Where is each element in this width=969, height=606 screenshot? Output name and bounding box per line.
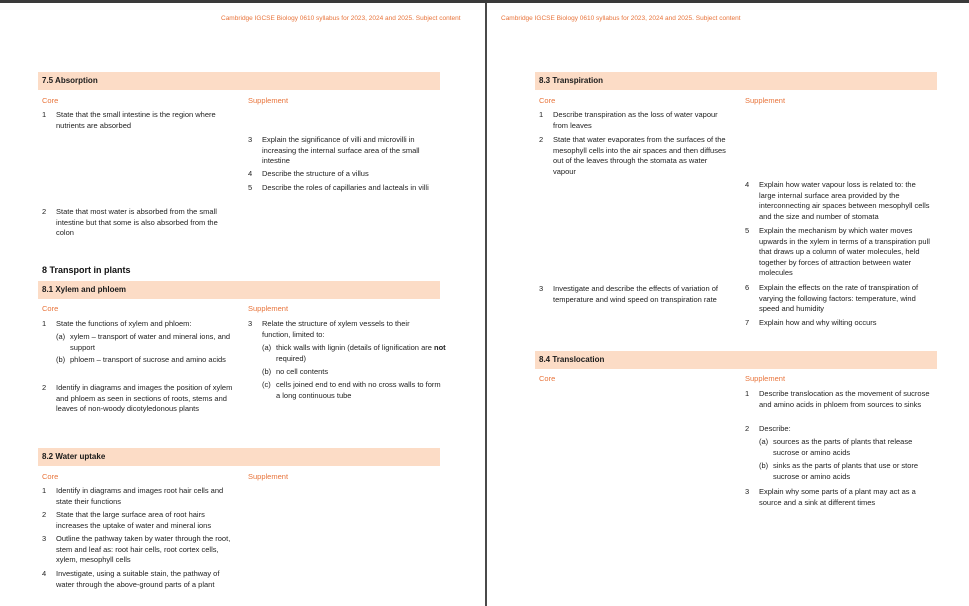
supplement-label: Supplement <box>248 96 289 105</box>
section-bar-8-3 <box>535 72 937 90</box>
right-page: Cambridge IGCSE Biology 0610 syllabus for 2023, 2024 and 2025. Subject content 8.3 Transpiration Core Supplement 1 Describe transpiration as the loss of water vapour from leaves 2 State that water evaporates from the surfaces of the mesophyll cells into the air spaces and then diffuses out of the leaves through the stomata as water vapour 3 Investigate and describe the effects of variation of temperature and wind speed on transpiration rate 4 Explain how water vapour loss is related to: the large internal surface area provided by the interconnecting air spaces between mesophyll cells and the size and number of stomata 5 Explain the mechanism by which water moves upwards in the xylem in terms of a transpiration pull that draws up a column of water molecules, held together by forces of attraction between water molecules 6 Explain the effects on the rate of transpiration of varying the following factors: temperature, wind speed and humidity 7 Explain how and why wilting occurs 8.4 Translocation Core Supplement 1 Describe translocation as the movement of sucrose and amino acids in phloem from sources to sinks 2 Describe: (a) sources as the parts of plants that release sucrose or amino acids (b) sinks as the parts of plants that use or store sucrose or amino acids 3 Explain why some parts of a plant may act as a source and a sink at different times <box>487 0 969 606</box>
section-title: 8.4 Translocation <box>539 355 605 364</box>
supplement-label: Supplement <box>745 96 786 105</box>
section-bar-7-5 <box>38 72 440 90</box>
core-label: Core <box>42 304 59 313</box>
core-label: Core <box>42 472 59 481</box>
core-label: Core <box>42 96 59 105</box>
core-label: Core <box>539 96 556 105</box>
supplement-label: Supplement <box>248 304 289 313</box>
core-label: Core <box>539 374 556 383</box>
section-bar-8-4 <box>535 351 937 369</box>
section-title: 8.1 Xylem and phloem <box>42 285 127 294</box>
supplement-label: Supplement <box>248 472 289 481</box>
supplement-label: Supplement <box>745 374 786 383</box>
chapter-heading: 8 Transport in plants <box>42 265 131 275</box>
section-title: 8.2 Water uptake <box>42 452 106 461</box>
section-title: 7.5 Absorption <box>42 76 98 85</box>
left-page: Cambridge IGCSE Biology 0610 syllabus for 2023, 2024 and 2025. Subject content 7.5 Absorption Core Supplement 1 State that the small intestine is the region where nutrients are absorbed 3 Explain the significance of villi and microvilli in increasing the internal surface area of the small intestine 4 Describe the structure of a villus 5 Describe the roles of capillaries and lacteals in villi 2 State that most water is absorbed from the small intestine but that some is also absorbed from the colon 8 Transport in plants 8.1 Xylem and phloem Core Supplement 1 State the functions of xylem and phloem: (a) xylem – transport of water and mineral ions, and support (b) phloem – transport of sucrose and amino acids 2 Identify in diagrams and images the position of xylem and phloem as seen in sections of roots, stems and leaves of non-woody dicotyledonous plants 3 Relate the structure of xylem vessels to their function, limited to: (a) thick walls with lignin (details of lignification are not required) (b) no cell contents (c) cells joined end to end with no cross walls to form a long continuous tube 8.2 Water uptake Core Supplement 1 Identify in diagrams and images root hair cells and state their functions 2 State that the large surface area of root hairs increases the uptake of water and mineral ions 3 Outline the pathway taken by water through the root, stem and leaf as: root hair cells, root cortex cells, xylem, mesophyll cells 4 Investigate, using a suitable stain, the pathway of water through the above-ground parts of a plant <box>0 0 485 606</box>
section-bar-8-2 <box>38 448 440 466</box>
section-bar-8-1 <box>38 281 440 299</box>
page-header: Cambridge IGCSE Biology 0610 syllabus for 2023, 2024 and 2025. Subject content <box>501 15 741 22</box>
section-title: 8.3 Transpiration <box>539 76 604 85</box>
page-header: Cambridge IGCSE Biology 0610 syllabus for 2023, 2024 and 2025. Subject content <box>221 15 461 22</box>
